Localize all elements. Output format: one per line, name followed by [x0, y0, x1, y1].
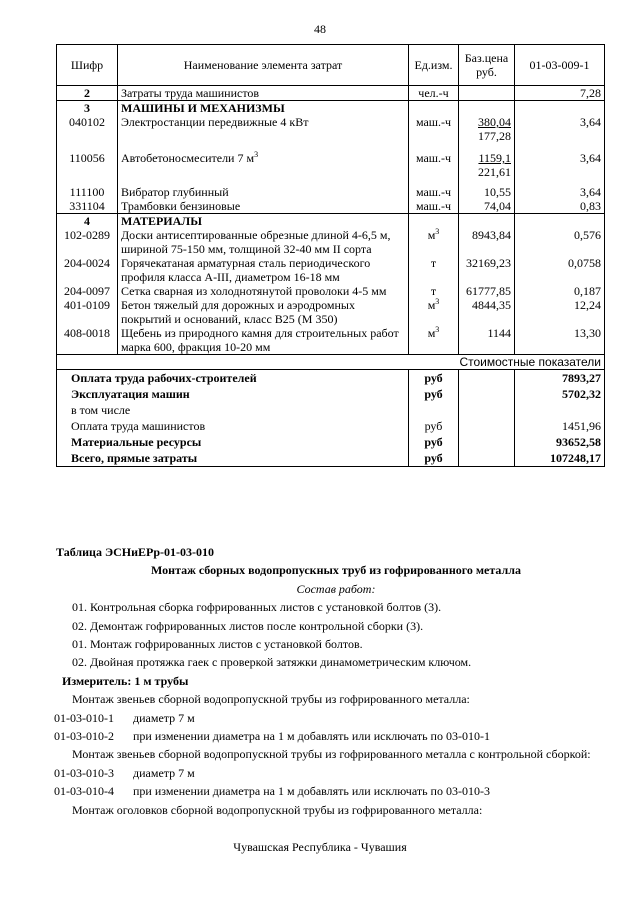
- row-unit: маш.-ч: [409, 115, 459, 143]
- row-name: Вибратор глубинный: [118, 185, 409, 199]
- superscript: 3: [435, 227, 440, 236]
- row-unit-text: м: [427, 326, 436, 340]
- row-value: 0,576: [515, 228, 605, 256]
- summary-unit: руб: [409, 370, 459, 387]
- row-unit: маш.-ч: [409, 199, 459, 214]
- table-header: [57, 45, 605, 86]
- table-row: [57, 326, 605, 355]
- row-unit-text: м: [427, 228, 436, 242]
- row-code: 331104: [57, 199, 118, 214]
- row-code: 2: [57, 86, 118, 101]
- summary-unit: [409, 402, 459, 418]
- row-price: 4844,35: [459, 298, 515, 326]
- summary-label: Эксплуатация машин: [57, 386, 409, 402]
- superscript: 3: [435, 297, 440, 306]
- summary-unit: руб: [409, 386, 459, 402]
- section-code: 3: [57, 101, 118, 116]
- row-value: 3,64: [515, 185, 605, 199]
- norm-item: [54, 782, 616, 800]
- row-price: 8943,84: [459, 228, 515, 256]
- table-description: [56, 543, 616, 819]
- summary-label: в том числе: [57, 402, 409, 418]
- summary-unit: руб: [409, 418, 459, 434]
- header-base-price: Баз.цена руб.: [459, 45, 515, 86]
- meter: Измеритель: 1 м трубы: [62, 673, 189, 688]
- row-value: 12,24: [515, 298, 605, 326]
- page-number: 48: [314, 22, 326, 36]
- norm-item: [54, 764, 616, 782]
- work-item: 02. Демонтаж гофрированных листов после контрольной сборки (3).: [72, 618, 424, 633]
- norm-code: 01-03-010-1: [54, 710, 114, 725]
- section-row: [57, 214, 605, 229]
- table-row: [57, 151, 605, 179]
- row-value: 3,64: [515, 151, 605, 179]
- section-title: Монтаж сборных водопропускных труб из гофрированного металла: [151, 563, 521, 578]
- composition-heading: Состав работ:: [296, 581, 376, 596]
- header-name: Наименование элемента затрат: [118, 45, 409, 86]
- header-code: Шифр: [57, 45, 118, 86]
- header-unit: Ед.изм.: [409, 45, 459, 86]
- summary-row: [57, 450, 605, 467]
- row-code: 204-0097: [57, 284, 118, 298]
- header-norm: 01-03-009-1: [515, 45, 605, 86]
- row-name: Щебень из природного камня для строительных работ марка 600, фракция 10-20 мм: [118, 326, 409, 355]
- norm-item: [54, 709, 616, 727]
- group-heading: Монтаж звеньев сборной водопропускной трубы из гофрированного металла:: [72, 692, 470, 707]
- section-code: 4: [57, 214, 118, 229]
- row-value: 3,64: [515, 115, 605, 143]
- table-row: [57, 115, 605, 143]
- summary-row: [57, 370, 605, 387]
- row-price: 10,55: [459, 185, 515, 199]
- row-unit: [409, 298, 459, 326]
- row-name: Горячекатаная арматурная сталь периодического профиля класса А-III, диаметром 16-18 мм: [118, 256, 409, 284]
- row-price: [459, 115, 515, 143]
- row-price: [459, 86, 515, 101]
- superscript: 3: [435, 325, 440, 334]
- norm-text: при изменении диаметра на 1 м добавлять или исключать по 03-010-3: [133, 784, 490, 799]
- table-row: [57, 199, 605, 214]
- group-heading: Монтаж звеньев сборной водопропускной трубы из гофрированного металла с контрольной сборкой:: [72, 747, 591, 762]
- table-row: [57, 298, 605, 326]
- row-name: Электростанции передвижные 4 кВт: [118, 115, 409, 143]
- row-price-primary: 380,04: [478, 115, 511, 129]
- section-row: [57, 101, 605, 116]
- row-name: Бетон тяжелый для дорожных и аэродромных покрытий и оснований, класс В25 (М 350): [118, 298, 409, 326]
- summary-unit: руб: [409, 450, 459, 467]
- row-name: Доски антисептированные обрезные длиной 4-6,5 м, шириной 75-150 мм, толщиной 32-40 мм II сорта: [118, 228, 409, 256]
- group-heading: Монтаж оголовков сборной водопропускной трубы из гофрированного металла:: [72, 802, 483, 817]
- row-name: Затраты труда машинистов: [118, 86, 409, 101]
- table-row: [57, 284, 605, 298]
- table-row: [57, 228, 605, 256]
- superscript: 3: [254, 150, 259, 159]
- summary-unit: руб: [409, 434, 459, 450]
- work-item: 02. Двойная протяжка гаек с проверкой затяжки динамометрическим ключом.: [72, 655, 472, 670]
- row-price: 32169,23: [459, 256, 515, 284]
- table-label: Таблица ЭСНиЕРр-01-03-010: [56, 545, 215, 559]
- summary-value: 7893,27: [515, 370, 605, 387]
- table-row: [57, 185, 605, 199]
- row-name: Трамбовки бензиновые: [118, 199, 409, 214]
- norm-text: при изменении диаметра на 1 м добавлять или исключать по 03-010-1: [133, 729, 490, 744]
- row-price: 74,04: [459, 199, 515, 214]
- row-price-primary: 1159,1: [478, 151, 511, 165]
- norm-code: 01-03-010-3: [54, 765, 114, 780]
- norm-code: 01-03-010-2: [54, 729, 114, 744]
- row-unit: [409, 228, 459, 256]
- row-value: 0,187: [515, 284, 605, 298]
- summary-row: [57, 386, 605, 402]
- row-unit: чел.-ч: [409, 86, 459, 101]
- row-unit: маш.-ч: [409, 151, 459, 179]
- summary-label: Оплата труда рабочих-строителей: [57, 370, 409, 387]
- row-price-secondary: 177,28: [478, 129, 511, 143]
- row-unit: т: [409, 256, 459, 284]
- row-value: 0,83: [515, 199, 605, 214]
- summary-value: 1451,96: [515, 418, 605, 434]
- row-unit: [409, 326, 459, 355]
- row-value: 13,30: [515, 326, 605, 355]
- summary-value: 5702,32: [515, 386, 605, 402]
- table-row: [57, 256, 605, 284]
- row-name: Сетка сварная из холоднотянутой проволоки 4-5 мм: [118, 284, 409, 298]
- row-price: [459, 151, 515, 179]
- work-item: 01. Контрольная сборка гофрированных листов с установкой болтов (3).: [72, 600, 442, 615]
- norm-text: диаметр 7 м: [133, 710, 195, 725]
- work-item: 01. Монтаж гофрированных листов с установкой болтов.: [72, 637, 363, 652]
- summary-label: Оплата труда машинистов: [57, 418, 409, 434]
- row-value: 7,28: [515, 86, 605, 101]
- row-unit: маш.-ч: [409, 185, 459, 199]
- summary-row: [57, 402, 605, 418]
- table-row: [57, 86, 605, 101]
- summary-label: Всего, прямые затраты: [57, 450, 409, 467]
- section-title: МАТЕРИАЛЫ: [118, 214, 409, 229]
- row-value: 0,0758: [515, 256, 605, 284]
- cost-indicators-label: Стоимостные показатели: [57, 355, 605, 370]
- summary-row: [57, 418, 605, 434]
- resource-table: [56, 44, 605, 467]
- summary-label: Материальные ресурсы: [57, 434, 409, 450]
- row-code: 408-0018: [57, 326, 118, 355]
- row-code: 401-0109: [57, 298, 118, 326]
- section-title: МАШИНЫ И МЕХАНИЗМЫ: [118, 101, 409, 116]
- summary-value: 93652,58: [515, 434, 605, 450]
- row-unit: т: [409, 284, 459, 298]
- row-code: 204-0024: [57, 256, 118, 284]
- summary-value: 107248,17: [515, 450, 605, 467]
- norm-text: диаметр 7 м: [133, 765, 195, 780]
- summary-value: [515, 402, 605, 418]
- row-code: 102-0289: [57, 228, 118, 256]
- row-code: 040102: [57, 115, 118, 143]
- norm-item: [54, 727, 616, 745]
- summary-row: [57, 434, 605, 450]
- row-price-secondary: 221,61: [478, 165, 511, 179]
- row-price: 1144: [459, 326, 515, 355]
- row-price: 61777,85: [459, 284, 515, 298]
- page-footer: Чувашская Республика - Чувашия: [233, 840, 407, 854]
- row-code: 111100: [57, 185, 118, 199]
- norm-code: 01-03-010-4: [54, 784, 114, 799]
- row-unit-text: м: [427, 298, 436, 312]
- row-name-text: Автобетоносмесители 7 м: [121, 151, 255, 165]
- row-name: [118, 151, 409, 179]
- row-code: 110056: [57, 151, 118, 179]
